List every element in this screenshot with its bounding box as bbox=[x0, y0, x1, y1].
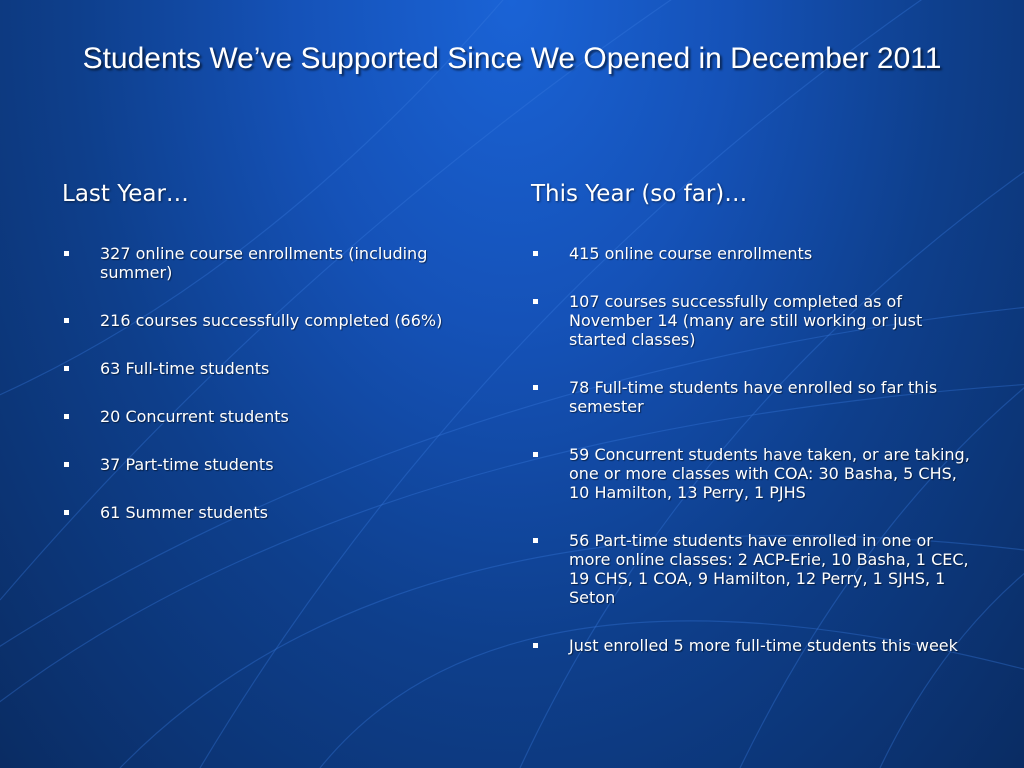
list-item bbox=[62, 311, 482, 330]
square-bullet-icon bbox=[533, 643, 538, 648]
list-item bbox=[531, 636, 971, 655]
list-item bbox=[62, 503, 482, 522]
list-item bbox=[62, 455, 482, 474]
list-item-text: 415 online course enrollments bbox=[569, 244, 813, 263]
this-year-column bbox=[531, 178, 971, 684]
square-bullet-icon bbox=[533, 385, 538, 390]
list-item bbox=[531, 292, 971, 349]
list-item-text: 37 Part-time students bbox=[100, 455, 274, 474]
list-item bbox=[531, 445, 971, 502]
list-item bbox=[62, 407, 482, 426]
last-year-heading: Last Year… bbox=[62, 181, 189, 207]
square-bullet-icon bbox=[533, 538, 538, 543]
square-bullet-icon bbox=[64, 414, 69, 419]
square-bullet-icon bbox=[64, 510, 69, 515]
list-item-text: Just enrolled 5 more full-time students this week bbox=[569, 636, 958, 655]
list-item-text: 61 Summer students bbox=[100, 503, 268, 522]
square-bullet-icon bbox=[64, 318, 69, 323]
list-item-text: 56 Part-time students have enrolled in one or more online classes: 2 ACP-Erie, 10 Basha, 1 CEC, 19 CHS, 1 COA, 9 Hamilton, 12 Perry, 1 SJHS, 1 Seton bbox=[569, 531, 969, 607]
last-year-list bbox=[62, 244, 482, 522]
list-item-text: 107 courses successfully completed as of November 14 (many are still working or just started classes) bbox=[569, 292, 923, 349]
list-item bbox=[62, 244, 482, 282]
list-item bbox=[62, 359, 482, 378]
last-year-column bbox=[62, 178, 482, 551]
list-item-text: 216 courses successfully completed (66%) bbox=[100, 311, 443, 330]
square-bullet-icon bbox=[533, 452, 538, 457]
list-item bbox=[531, 378, 971, 416]
square-bullet-icon bbox=[64, 251, 69, 256]
this-year-heading: This Year (so far)… bbox=[531, 181, 748, 207]
list-item bbox=[531, 244, 971, 263]
slide-title: Students We’ve Supported Since We Opened in December 2011 bbox=[82, 42, 942, 75]
list-item-text: 63 Full-time students bbox=[100, 359, 270, 378]
square-bullet-icon bbox=[533, 251, 538, 256]
this-year-list bbox=[531, 244, 971, 655]
list-item-text: 78 Full-time students have enrolled so far this semester bbox=[569, 378, 938, 416]
square-bullet-icon bbox=[64, 462, 69, 467]
list-item-text: 327 online course enrollments (including summer) bbox=[100, 244, 428, 282]
list-item bbox=[531, 531, 971, 607]
square-bullet-icon bbox=[64, 366, 69, 371]
square-bullet-icon bbox=[533, 299, 538, 304]
list-item-text: 59 Concurrent students have taken, or are taking, one or more classes with COA: 30 Basha, 5 CHS, 10 Hamilton, 13 Perry, 1 PJHS bbox=[569, 445, 970, 502]
list-item-text: 20 Concurrent students bbox=[100, 407, 289, 426]
